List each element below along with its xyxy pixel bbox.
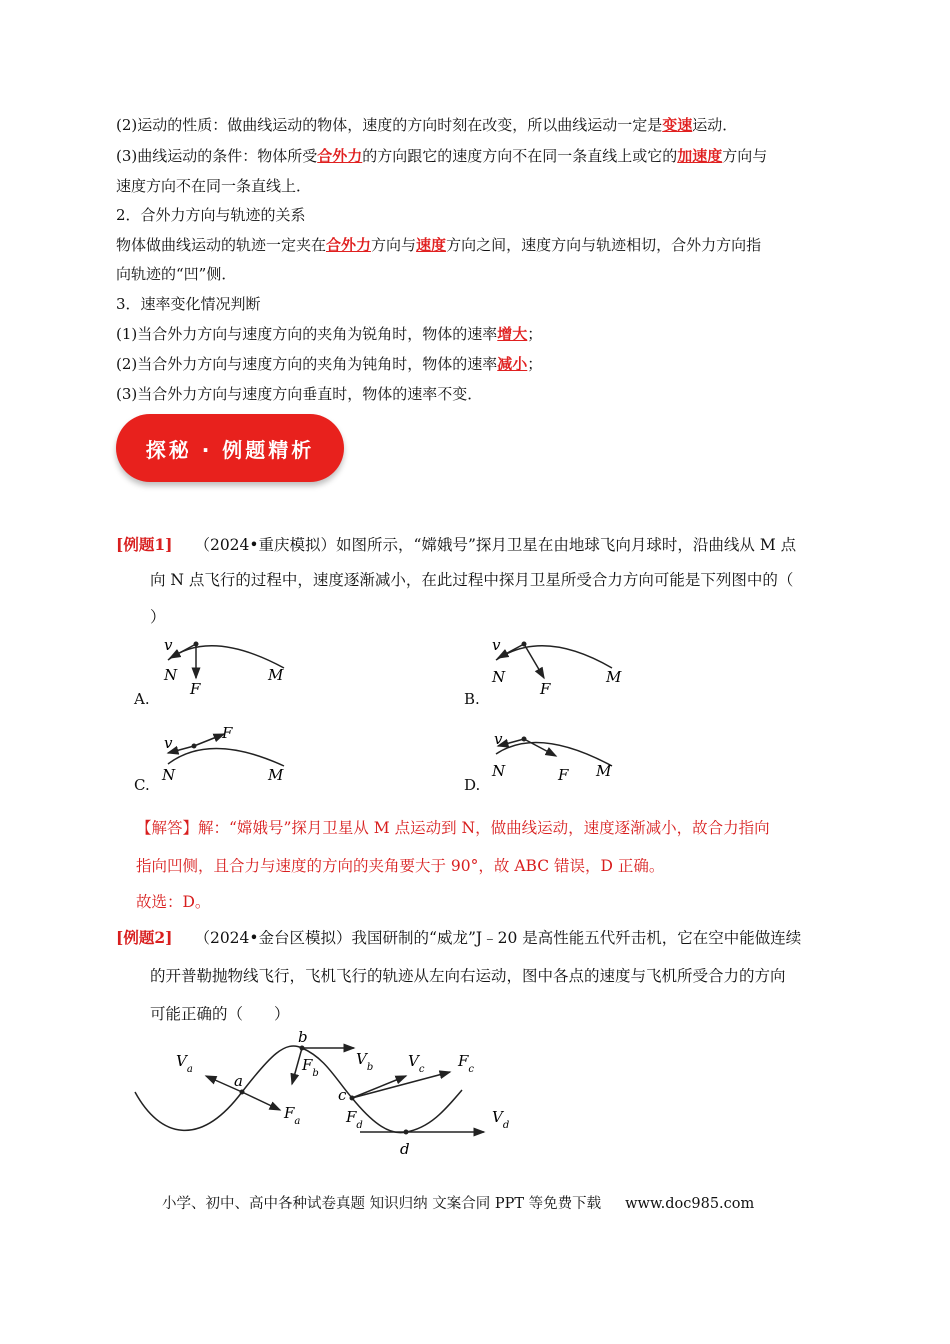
label-m: M [268, 666, 284, 684]
keyword: 增大 [497, 325, 528, 343]
label-m: M [606, 668, 622, 686]
keyword: 合外力 [326, 236, 372, 254]
label-v: v [164, 636, 173, 654]
label-fb: $F_b$ [302, 1056, 319, 1079]
example2-line2: 的开普勒抛物线飞行，飞机飞行的轨迹从左向右运动，图中各点的速度与飞机所受合力的方向 [150, 967, 786, 985]
option-d: D. [464, 776, 481, 794]
example2-line1: [例题2] （2024•金台区模拟）我国研制的“威龙”J﹣20 是高性能五代歼击机，它在空中能做连续 [116, 928, 802, 947]
label-n: N [164, 666, 178, 684]
velocity-arrow [170, 644, 196, 658]
label-b: b [298, 1028, 308, 1046]
option-a: A. [134, 690, 150, 708]
velocity-arrow-c [352, 1076, 406, 1098]
keyword: 减小 [497, 355, 528, 373]
label-m: M [596, 762, 612, 780]
figure-a [150, 630, 300, 700]
velocity-arrow [498, 644, 524, 658]
example2-line3: 可能正确的（ ） [150, 1005, 290, 1023]
label-va: $V_a$ [176, 1052, 193, 1075]
answer-line2: 指向凹侧，且合力与速度的方向的夹角要大于 90°，故 ABC 错误，D 正确。 [136, 857, 665, 875]
option-b: B. [464, 690, 480, 708]
wave-figure [130, 1028, 530, 1160]
force-arrow [194, 734, 224, 746]
text-line-1: (2)运动的性质：做曲线运动的物体，速度的方向时刻在改变，所以曲线运动一定是变速运动． [116, 116, 738, 134]
figure-c [150, 720, 300, 790]
label-v: v [164, 734, 173, 752]
keyword: 速度 [416, 236, 447, 254]
label-fa: $F_a$ [284, 1104, 301, 1127]
label-n: N [492, 762, 506, 780]
force-arrow-b [292, 1048, 302, 1084]
label-fd: $F_d$ [346, 1108, 363, 1131]
text-line-5: 向轨迹的“凹”侧． [116, 265, 237, 283]
label-n: N [162, 766, 176, 784]
answer-line3: 故选：D。 [136, 893, 211, 911]
label-n: N [492, 668, 506, 686]
trajectory-curve [168, 748, 284, 766]
rule-3: (3)当合外力方向与速度方向垂直时，物体的速率不变． [116, 385, 483, 403]
force-arrow-a [242, 1092, 280, 1110]
footer-link[interactable]: www.doc985.com [625, 1196, 755, 1212]
label-vb: $V_b$ [356, 1050, 374, 1073]
rule-1: (1)当合外力方向与速度方向的夹角为锐角时，物体的速率增大； [116, 325, 543, 343]
force-arrow [524, 644, 544, 678]
heading-3: 3．速率变化情况判断 [116, 295, 261, 313]
figure-b [478, 630, 628, 700]
label-vd: $V_d$ [492, 1108, 510, 1131]
force-arrow-c [352, 1072, 450, 1098]
option-c: C. [134, 776, 150, 794]
example-label: [例题1] [116, 535, 173, 554]
answer-line1: 【解答】解：“嫦娥号”探月卫星从 M 点运动到 N，做曲线运动，速度逐渐减小，故合力指向 [136, 819, 770, 837]
page-footer: 小学、初中、高中各种试卷真题 知识归纳 文案合同 PPT 等免费下载 www.doc985.com [162, 1196, 755, 1212]
label-m: M [268, 766, 284, 784]
label-fc: $F_c$ [458, 1052, 475, 1075]
example-label: [例题2] [116, 928, 173, 947]
rule-2: (2)当合外力方向与速度方向的夹角为钝角时，物体的速率减小； [116, 355, 543, 373]
section-banner: 探秘 · 例题精析 [116, 414, 344, 482]
example1-line1: [例题1] （2024•重庆模拟）如图所示，“嫦娥号”探月卫星在由地球飞向月球时，沿曲线从 M 点 [116, 535, 797, 554]
example1-line3: ） [150, 608, 166, 626]
text-line-2: (3)曲线运动的条件：物体所受合外力的方向跟它的速度方向不在同一条直线上或它的加速度方向与 [116, 147, 768, 165]
keyword: 变速 [662, 116, 693, 134]
label-a: a [234, 1072, 243, 1090]
label-f: F [558, 766, 569, 784]
label-v: v [494, 730, 503, 748]
text-line-4: 物体做曲线运动的轨迹一定夹在合外力方向与速度方向之间，速度方向与轨迹相切，合外力方向指 [116, 236, 762, 254]
label-f: F [222, 724, 233, 742]
figure-d [478, 720, 628, 790]
text-line-3: 速度方向不在同一条直线上． [116, 177, 312, 195]
label-d: d [400, 1140, 410, 1158]
label-v: v [492, 636, 501, 654]
heading-2: 2．合外力方向与轨迹的关系 [116, 206, 306, 224]
label-vc: $V_c$ [408, 1052, 425, 1075]
example1-line2: 向 N 点飞行的过程中，速度逐渐减小，在此过程中探月卫星所受合力方向可能是下列图中的（ [150, 571, 794, 589]
keyword: 加速度 [677, 147, 723, 165]
keyword: 合外力 [317, 147, 363, 165]
force-arrow [524, 739, 556, 756]
label-f: F [540, 680, 551, 698]
label-f: F [190, 680, 201, 698]
label-c: c [338, 1086, 347, 1104]
